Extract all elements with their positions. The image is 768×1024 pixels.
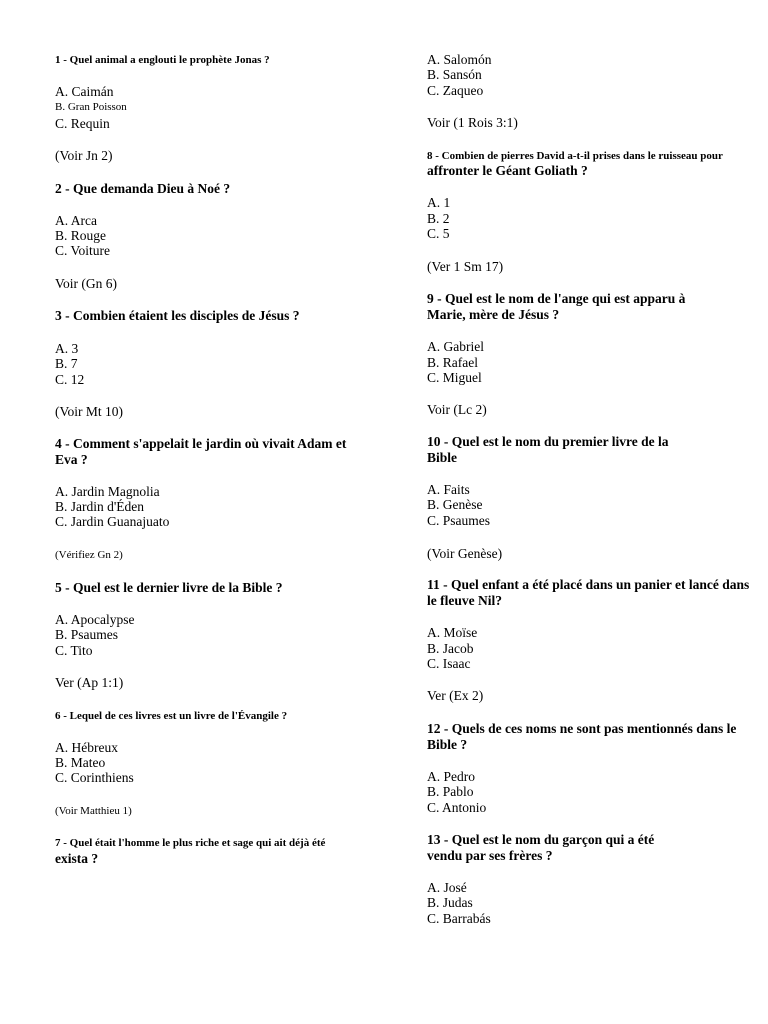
question-8-line-2: affronter le Géant Goliath ? — [427, 163, 588, 178]
question-6-reference: (Voir Matthieu 1) — [55, 805, 132, 817]
question-6-option-c: C. Corinthiens — [55, 770, 134, 785]
question-7-option-b: B. Sansón — [427, 67, 482, 82]
question-9-line-2: Marie, mère de Jésus ? — [427, 307, 560, 322]
question-5-reference: Ver (Ap 1:1) — [55, 675, 124, 690]
question-1-reference: (Voir Jn 2) — [55, 148, 113, 163]
question-4-option-a: A. Jardin Magnolia — [55, 484, 160, 499]
question-13-option-b: B. Judas — [427, 895, 473, 910]
question-12-option-a: A. Pedro — [427, 769, 475, 784]
question-3: 3 - Combien étaient les disciples de Jésus ? — [55, 308, 300, 323]
question-5-option-c: C. Tito — [55, 643, 93, 658]
question-2: 2 - Que demanda Dieu à Noé ? — [55, 181, 231, 196]
question-2-option-c: C. Voiture — [55, 243, 111, 258]
question-5-option-b: B. Psaumes — [55, 627, 119, 642]
question-12-line-2: Bible ? — [427, 737, 468, 752]
question-1-option-c: C. Requin — [55, 116, 110, 131]
question-10-line-2: Bible — [427, 450, 458, 465]
question-1: 1 - Quel animal a englouti le prophète Jonas ? — [55, 54, 270, 66]
question-10-option-b: B. Genèse — [427, 497, 483, 512]
question-12-line-1: 12 - Quels de ces noms ne sont pas mentionnés dans le — [427, 721, 737, 736]
question-13-option-c: C. Barrabás — [427, 911, 491, 926]
question-6-option-a: A. Hébreux — [55, 740, 118, 755]
question-12-option-c: C. Antonio — [427, 800, 487, 815]
question-10-option-a: A. Faits — [427, 482, 470, 497]
question-9-option-c: C. Miguel — [427, 370, 482, 385]
question-11-reference: Ver (Ex 2) — [427, 688, 484, 703]
question-9-option-a: A. Gabriel — [427, 339, 484, 354]
question-6-option-b: B. Mateo — [55, 755, 106, 770]
question-11-line-2: le fleuve Nil? — [427, 593, 502, 608]
question-5-option-a: A. Apocalypse — [55, 612, 135, 627]
question-8-line-1: 8 - Combien de pierres David a-t-il prises dans le ruisseau pour — [427, 150, 723, 162]
question-11-option-c: C. Isaac — [427, 656, 471, 671]
question-10-reference: (Voir Genèse) — [427, 546, 503, 561]
question-7-line-2: exista ? — [55, 851, 99, 866]
question-8-option-a: A. 1 — [427, 195, 451, 210]
question-11-option-b: B. Jacob — [427, 641, 474, 656]
question-3-reference: (Voir Mt 10) — [55, 404, 124, 419]
question-2-option-a: A. Arca — [55, 213, 97, 228]
question-3-option-c: C. 12 — [55, 372, 85, 387]
question-9-reference: Voir (Lc 2) — [427, 402, 487, 417]
question-10-line-1: 10 - Quel est le nom du premier livre de la — [427, 434, 669, 449]
question-13-line-2: vendu par ses frères ? — [427, 848, 553, 863]
question-4-reference: (Vérifiez Gn 2) — [55, 549, 123, 561]
question-7-option-a: A. Salomón — [427, 52, 492, 67]
question-13-line-1: 13 - Quel est le nom du garçon qui a été — [427, 832, 655, 847]
question-7-reference: Voir (1 Rois 3:1) — [427, 115, 518, 130]
question-9-line-1: 9 - Quel est le nom de l'ange qui est apparu à — [427, 291, 686, 306]
question-9-option-b: B. Rafael — [427, 355, 478, 370]
question-1-option-b: B. Gran Poisson — [55, 101, 127, 113]
question-8-option-c: C. 5 — [427, 226, 450, 241]
question-4-line-1: 4 - Comment s'appelait le jardin où vivait Adam et — [55, 436, 347, 451]
question-8-option-b: B. 2 — [427, 211, 450, 226]
question-10-option-c: C. Psaumes — [427, 513, 491, 528]
question-8-reference: (Ver 1 Sm 17) — [427, 259, 504, 274]
question-3-option-b: B. 7 — [55, 356, 78, 371]
question-13-option-a: A. José — [427, 880, 467, 895]
question-1-option-a: A. Caimán — [55, 84, 114, 99]
question-3-option-a: A. 3 — [55, 341, 79, 356]
question-4-line-2: Eva ? — [55, 452, 88, 467]
question-6: 6 - Lequel de ces livres est un livre de l'Évangile ? — [55, 710, 288, 722]
question-5: 5 - Quel est le dernier livre de la Bible ? — [55, 580, 283, 595]
question-11-line-1: 11 - Quel enfant a été placé dans un panier et lancé dans — [427, 577, 750, 592]
question-7-option-c: C. Zaqueo — [427, 83, 484, 98]
question-11-option-a: A. Moïse — [427, 625, 478, 640]
question-2-option-b: B. Rouge — [55, 228, 107, 243]
question-12-option-b: B. Pablo — [427, 784, 474, 799]
question-4-option-b: B. Jardin d'Éden — [55, 499, 145, 514]
question-2-reference: Voir (Gn 6) — [55, 276, 117, 291]
question-7-line-1: 7 - Quel était l'homme le plus riche et sage qui ait déjà été — [55, 837, 326, 849]
question-4-option-c: C. Jardin Guanajuato — [55, 514, 170, 529]
